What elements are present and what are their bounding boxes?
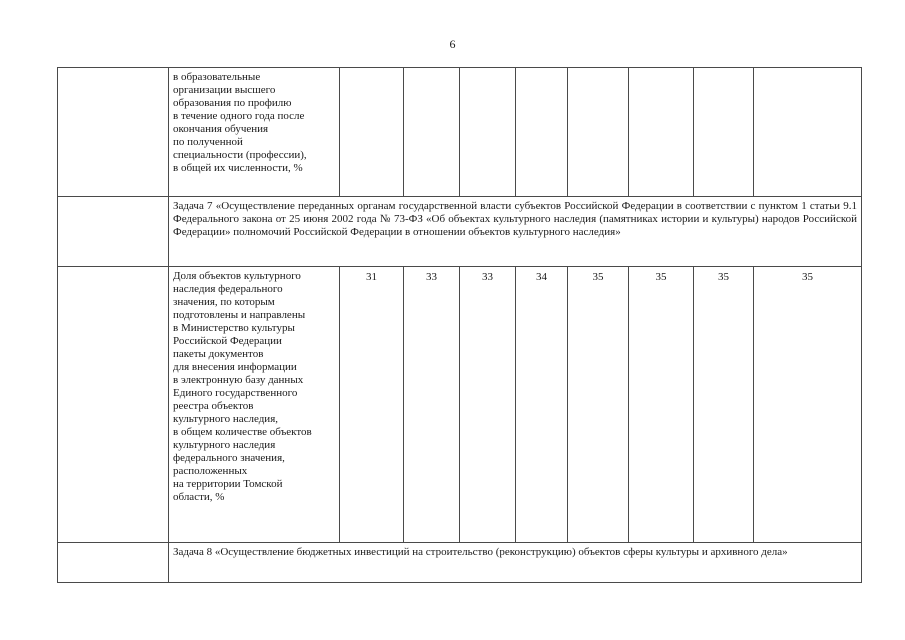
page-number: 6 xyxy=(449,37,456,51)
value-cell xyxy=(340,68,404,197)
value-cell: 35 xyxy=(694,267,754,543)
value-cell xyxy=(694,68,754,197)
value-cell: 35 xyxy=(568,267,629,543)
value-cell: 35 xyxy=(754,267,862,543)
value-cell: 34 xyxy=(516,267,568,543)
task-7-text: Задача 7 «Осуществление переданных органам государственной власти субъектов Российской Федерации в соответствии с пунктом 1 статьи 9.1 Федерального закона от 25 июня 2002 года № 73-ФЗ «Об объектах культурного наследия (памятниках истории и культуры) народов Российской Федерации» полномочий Российской Федерации в отношении объектов культурного наследия» xyxy=(173,200,857,238)
empty-cell xyxy=(58,68,169,197)
value-cell xyxy=(754,68,862,197)
task-8-heading xyxy=(169,543,862,583)
table-row xyxy=(58,267,862,543)
table-row xyxy=(58,543,862,583)
value-cell: 33 xyxy=(460,267,516,543)
empty-cell xyxy=(58,267,169,543)
indicator-label: в образовательные организации высшего образования по профилю в течение одного года после окончания обучения по полученной специальности (профессии), в общей их численности, % xyxy=(169,68,340,197)
value-cell: 33 xyxy=(404,267,460,543)
value-cell: 31 xyxy=(340,267,404,543)
value-cell xyxy=(516,68,568,197)
table-row xyxy=(58,197,862,267)
value-cell xyxy=(568,68,629,197)
indicators-table xyxy=(57,67,862,583)
empty-cell xyxy=(58,197,169,267)
indicator-label: Доля объектов культурного наследия федерального значения, по которым подготовлены и направлены в Министерство культуры Российской Федерации пакеты документов для внесения информации в электронную базу данных Единого государственного реестра объектов культурного наследия, в общем количестве объектов культурного наследия федерального значения, расположенных на территории Томской области, % xyxy=(169,267,340,543)
value-cell xyxy=(404,68,460,197)
value-cell xyxy=(629,68,694,197)
value-cell: 35 xyxy=(629,267,694,543)
task-8-text: Задача 8 «Осуществление бюджетных инвестиций на строительство (реконструкцию) объектов сферы культуры и архивного дела» xyxy=(173,546,788,558)
table-row xyxy=(58,68,862,197)
task-7-heading xyxy=(169,197,862,267)
empty-cell xyxy=(58,543,169,583)
value-cell xyxy=(460,68,516,197)
